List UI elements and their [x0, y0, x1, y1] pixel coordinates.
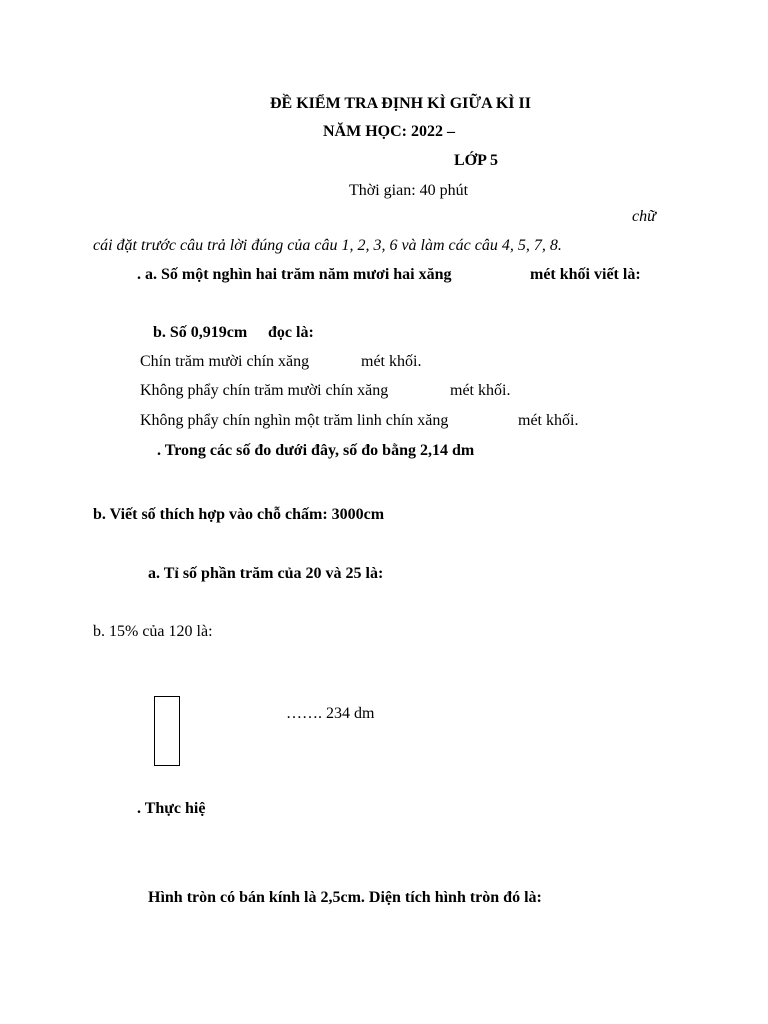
- question-1b-label: b. Số 0,919cm: [153, 324, 248, 341]
- question-5: . Thực hiệ: [137, 800, 206, 817]
- question-4-comparison: ……. 234 dm: [286, 705, 375, 722]
- option-1b-2-end: mét khối.: [450, 382, 511, 399]
- question-3a: a. Tỉ số phần trăm của 20 và 25 là:: [148, 565, 384, 582]
- question-6: Hình tròn có bán kính là 2,5cm. Diện tích hình tròn đó là:: [148, 889, 542, 906]
- option-1b-3-end: mét khối.: [518, 412, 579, 429]
- question-2b: b. Viết số thích hợp vào chỗ chấm: 3000cm: [93, 506, 385, 523]
- instruction-line-2: cái đặt trước câu trả lời đúng của câu 1, 2, 3, 6 và làm các câu 4, 5, 7, 8.: [93, 237, 562, 254]
- exam-title: ĐỀ KIỂM TRA ĐỊNH KÌ GIỮA KÌ II: [270, 95, 531, 112]
- comparison-answer-box[interactable]: [154, 696, 180, 766]
- option-1b-3: Không phẩy chín nghìn một trăm linh chín xăng: [140, 412, 449, 429]
- question-3b: b. 15% của 120 là:: [93, 623, 213, 640]
- question-1a: . a. Số một nghìn hai trăm năm mươi hai xăng: [137, 266, 452, 283]
- question-1b-end: đọc là:: [268, 324, 314, 341]
- instruction-line-1: chữ: [632, 208, 656, 225]
- question-1a-end: mét khối viết là:: [530, 266, 641, 283]
- option-1b-1-end: mét khối.: [361, 353, 422, 370]
- time-limit: Thời gian: 40 phút: [349, 182, 469, 199]
- option-1b-2: Không phẩy chín trăm mười chín xăng: [140, 382, 389, 399]
- grade-label: LỚP 5: [454, 152, 499, 169]
- school-year: NĂM HỌC: 2022 –: [323, 123, 455, 140]
- question-2a: . Trong các số đo dưới đây, số đo bằng 2,14 dm: [157, 442, 475, 459]
- option-1b-1: Chín trăm mười chín xăng: [140, 353, 310, 370]
